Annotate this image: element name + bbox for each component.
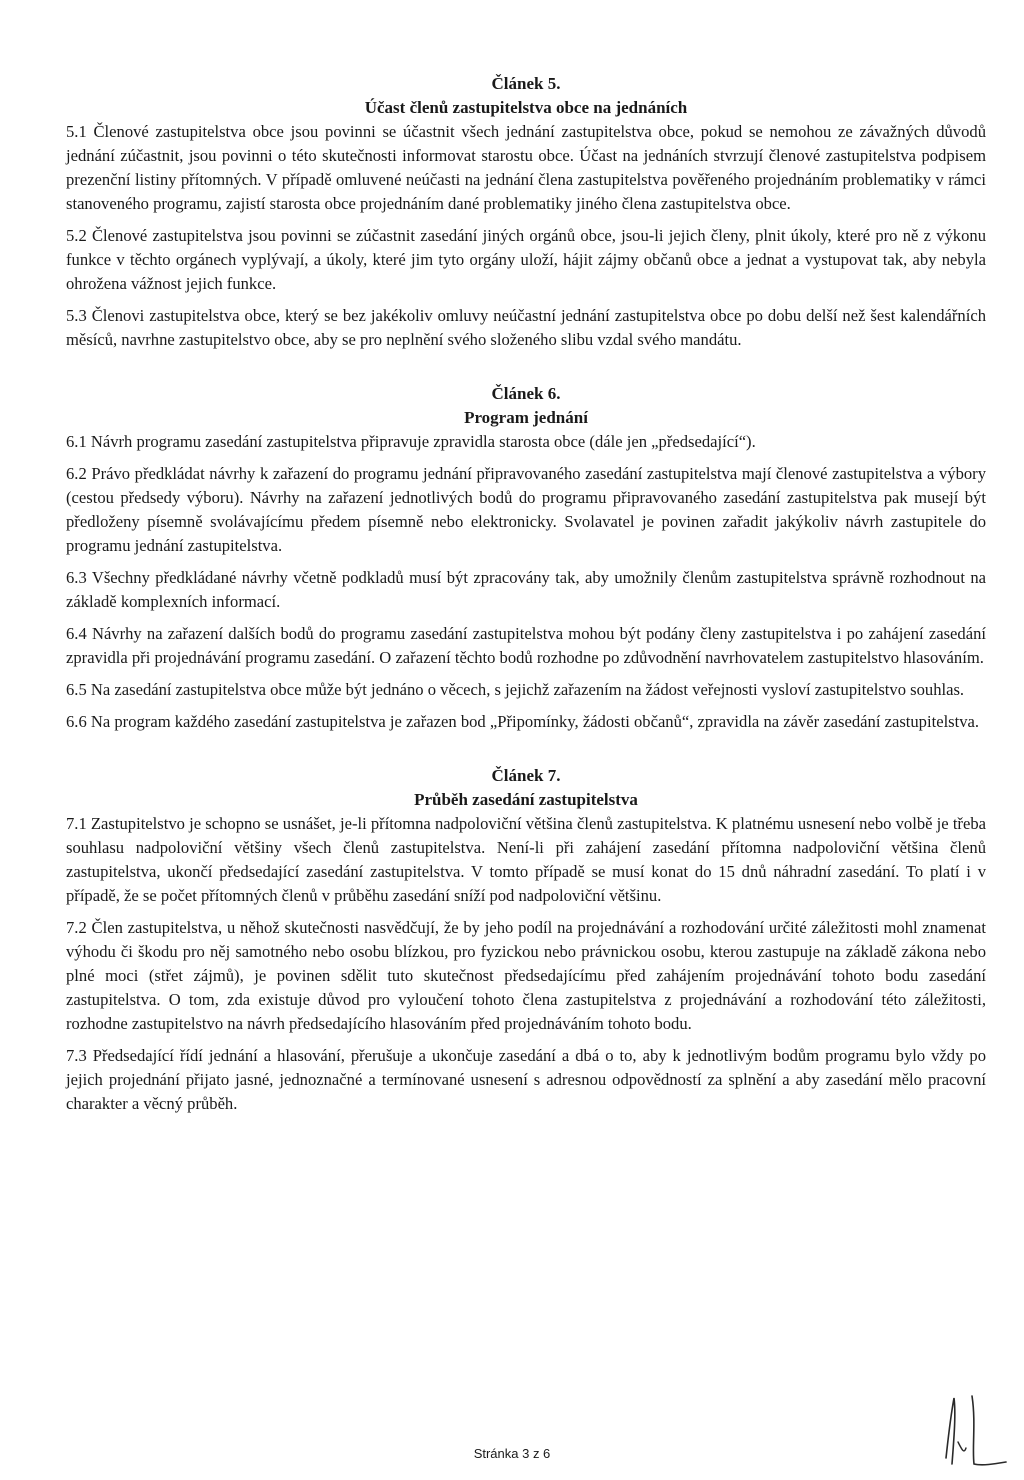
paragraph-6-5: 6.5 Na zasedání zastupitelstva obce může být jednáno o věcech, s jejichž zařazením na žádost veřejnosti vysloví zastupitelstvo souhlas. bbox=[66, 680, 965, 699]
paragraph-5-2: 5.2 Členové zastupitelstva jsou povinni se zúčastnit zasedání jiných orgánů obce, jsou-li jejich členy, plnit úkoly, které pro ně z výkonu funkce v těchto orgánech vyplývají, a úkoly, které jim tyto orgány uloží, hájit zájmy občanů obce a jednat a vystupovat tak, aby nebyla ohrožena vážnost jejich funkce. bbox=[66, 226, 986, 293]
paragraph-5-3: 5.3 Členovi zastupitelstva obce, který se bez jakékoliv omluvy neúčastní jednání zastupitelstva obce po dobu delší než šest kalendářních měsíců, navrhne zastupitelstvo obce, aby se pro neplnění svého složeného slibu vzdal svého mandátu. bbox=[66, 306, 986, 349]
article-number: Článek 6. bbox=[491, 384, 561, 403]
article-heading bbox=[66, 382, 986, 430]
paragraph-7-1: 7.1 Zastupitelstvo je schopno se usnášet, je-li přítomna nadpoloviční většina členů zastupitelstva. K platnému usnesení nebo volbě je třeba souhlasu nadpoloviční většiny všech členů zastupitelstva. Není-li při zahájení zasedání přítomna nadpoloviční většina členů zastupitelstva, ukončí předsedající zasedání zastupitelstva. V tomto případě se musí konat do 15 dnů náhradní zasedání. To platí i v případě, že se počet přítomných členů v průběhu zasedání sníží pod nadpoloviční většinu. bbox=[66, 814, 986, 905]
paragraph-7-3: 7.3 Předsedající řídí jednání a hlasování, přerušuje a ukončuje zasedání a dbá o to, aby k jednotlivým bodům programu bylo vždy po jejich projednání přijato jasné, jednoznačné a termínované usnesení s adresnou odpovědností za splnění a aby zasedání mělo pracovní charakter a věcný průběh. bbox=[66, 1046, 986, 1113]
article-number: Článek 5. bbox=[491, 74, 561, 93]
article-title: Průběh zasedání zastupitelstva bbox=[414, 790, 638, 809]
paragraph-6-4: 6.4 Návrhy na zařazení dalších bodů do programu zasedání zastupitelstva mohou být podány členy zastupitelstva i po zahájení zasedání zpravidla při projednávání programu zasedání. O zařazení těchto bodů rozhodne po zdůvodnění navrhovatelem zastupitelstvo hlasováním. bbox=[66, 624, 986, 667]
handwritten-signature bbox=[932, 1392, 1012, 1472]
paragraph-5-1: 5.1 Členové zastupitelstva obce jsou povinni se účastnit všech jednání zastupitelstva obce, pokud se nemohou ze závažných důvodů jednání zúčastnit, jsou povinni o této skutečnosti informovat starostu obce. Účast na jednáních stvrzují členové zastupitelstva podpisem prezenční listiny přítomných. V případě omluvené neúčasti na jednání člena zastupitelstva pověřeného projednáním problematiky v rámci stanoveného programu, zajistí starosta obce projednáním dané problematiky jiného člena zastupitelstva obce. bbox=[66, 122, 986, 213]
article-5 bbox=[66, 72, 986, 352]
article-title: Program jednání bbox=[464, 408, 588, 427]
article-7 bbox=[66, 764, 986, 1116]
article-number: Článek 7. bbox=[491, 766, 561, 785]
page-footer bbox=[0, 1446, 1024, 1461]
paragraph-6-2: 6.2 Právo předkládat návrhy k zařazení do programu jednání připravovaného zasedání zastupitelstva mají členové zastupitelstva a výbory (cestou předsedy výboru). Návrhy na zařazení jednotlivých bodů do programu připravovaného zasedání zastupitelstva pak musejí být předloženy písemně svolávajícímu předem písemně nebo elektronicky. Svolavatel je povinen zařadit jakýkoliv návrh zastupitele do programu jednání zastupitelstva. bbox=[66, 464, 986, 555]
article-heading bbox=[66, 764, 986, 812]
page-number-label: Stránka 3 z 6 bbox=[473, 1446, 551, 1461]
article-6 bbox=[66, 382, 986, 734]
paragraph-6-1: 6.1 Návrh programu zasedání zastupitelstva připravuje zpravidla starosta obce (dále jen „předsedající“). bbox=[66, 432, 756, 451]
article-heading bbox=[66, 72, 986, 120]
paragraph-6-3: 6.3 Všechny předkládané návrhy včetně podkladů musí být zpracovány tak, aby umožnily členům zastupitelstva správně rozhodnout na základě komplexních informací. bbox=[66, 568, 986, 611]
document-page bbox=[66, 70, 986, 1124]
paragraph-7-2: 7.2 Člen zastupitelstva, u něhož skutečnosti nasvědčují, že by jeho podíl na projednávání a rozhodování určité záležitosti mohl znamenat výhodu či škodu pro něj samotného nebo osobu blízkou, pro fyzickou nebo právnickou osobu, kterou zastupuje na základě zákona nebo plné moci (střet zájmů), je povinen sdělit tuto skutečnost předsedajícímu před zahájením projednávání tohoto bodu zasedání zastupitelstva. O tom, zda existuje důvod pro vyloučení tohoto člena zastupitelstva z projednávání a rozhodování této záležitosti, rozhodne zastupitelstvo na návrh předsedajícího hlasováním před projednáváním tohoto bodu. bbox=[66, 918, 986, 1033]
article-title: Účast členů zastupitelstva obce na jednáních bbox=[364, 98, 688, 117]
paragraph-6-6: 6.6 Na program každého zasedání zastupitelstva je zařazen bod „Připomínky, žádosti občanů“, zpravidla na závěr zasedání zastupitelstva. bbox=[66, 712, 980, 731]
